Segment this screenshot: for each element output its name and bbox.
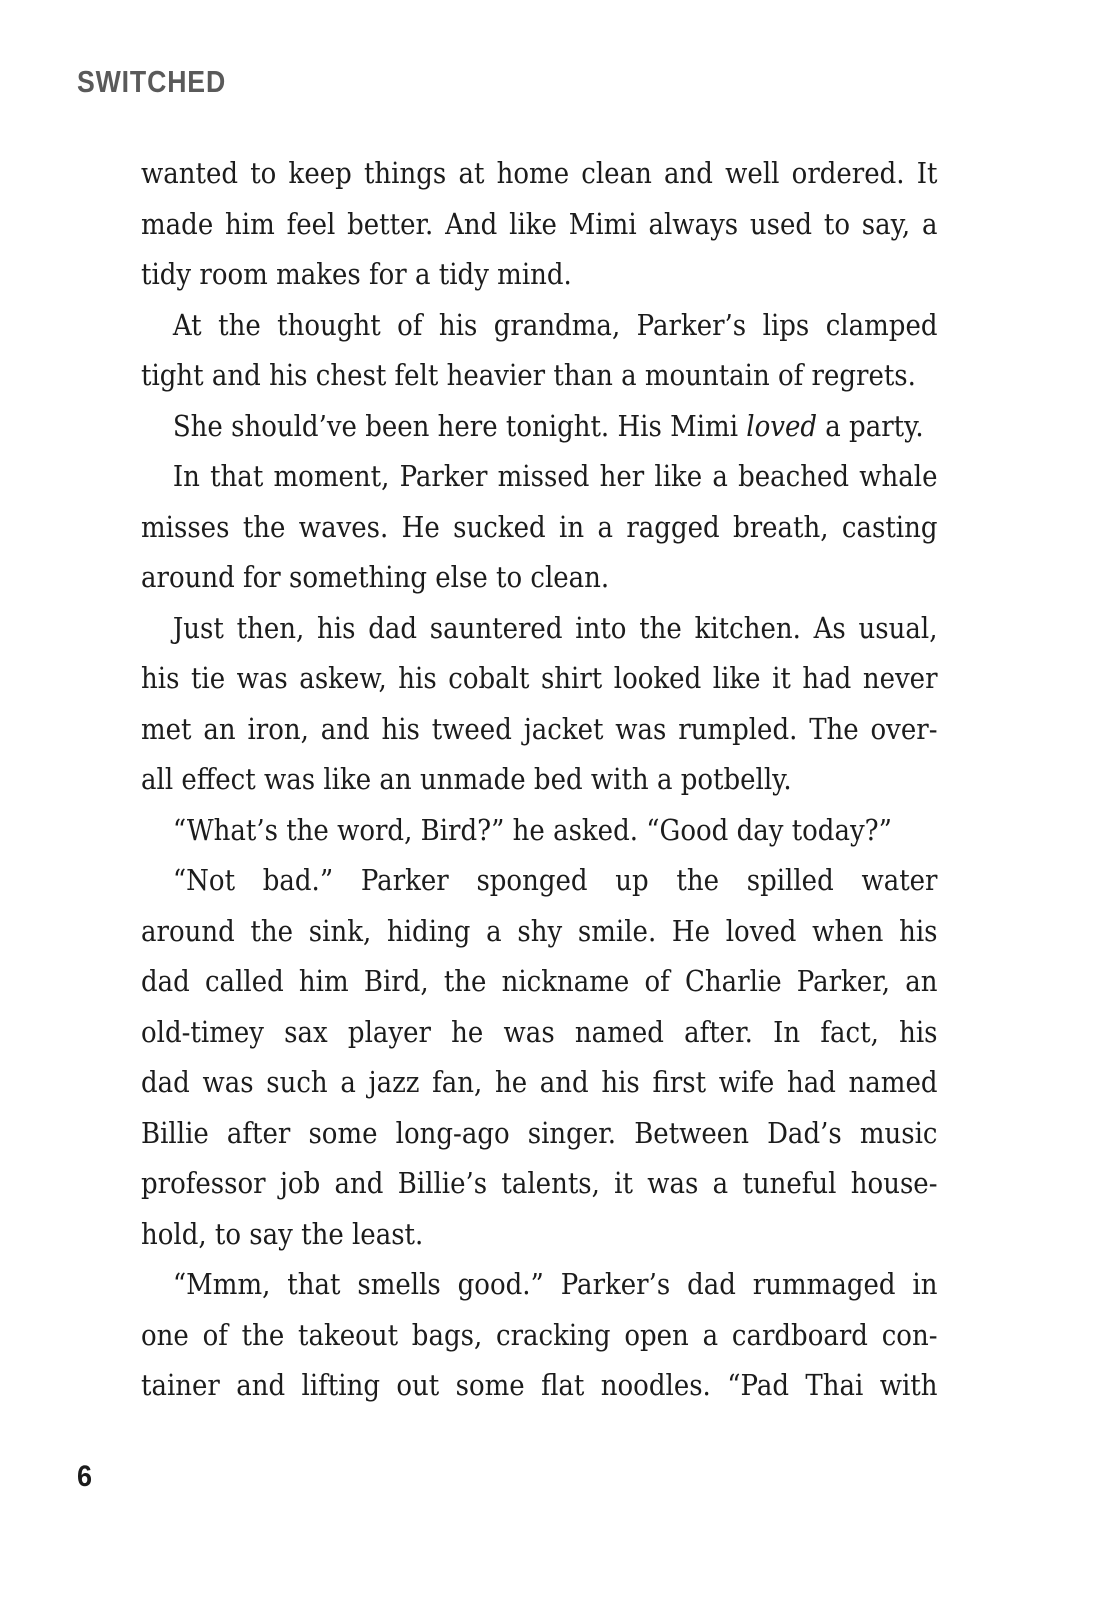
text-line: Billie after some long-ago singer. Between Dad’s music xyxy=(141,1115,938,1150)
text-line: dad was such a jazz fan, he and his first wife had named xyxy=(141,1065,938,1099)
text-line: At the thought of his grandma, Parker’s lips clamped xyxy=(172,307,938,342)
text-line: professor job and Billie’s talents, it was a tuneful house- xyxy=(141,1166,938,1200)
text-line: made him feel better. And like Mimi always used to say, a xyxy=(141,206,938,241)
text-line: “Not bad.” Parker sponged up the spilled water xyxy=(172,863,938,897)
text-line: tidy room makes for a tidy mind. xyxy=(141,257,572,291)
text-line: all effect was like an unmade bed with a potbelly. xyxy=(141,762,792,796)
text-line: misses the waves. He sucked in a ragged breath, casting xyxy=(141,509,938,544)
text-line: “What’s the word, Bird?” he asked. “Good day today?” xyxy=(172,812,892,847)
text-line: tainer and lifting out some flat noodles. “Pad Thai with xyxy=(141,1368,938,1402)
text-line: met an iron, and his tweed jacket was rumpled. The over- xyxy=(141,711,938,746)
text-line: wanted to keep things at home clean and well ordered. It xyxy=(141,156,938,190)
text-line: hold, to say the least. xyxy=(141,1216,424,1251)
text-line: one of the takeout bags, cracking open a cardboard con- xyxy=(141,1317,938,1352)
text-segment: a party. xyxy=(817,408,924,443)
page-body xyxy=(141,148,938,1411)
text-segment: She should’ve been here tonight. His Mimi xyxy=(172,408,747,443)
page-number: 6 xyxy=(77,1460,93,1493)
running-head: SWITCHED xyxy=(77,64,227,99)
emphasis: loved xyxy=(746,408,818,443)
text-line: around for something else to clean. xyxy=(141,560,610,594)
text-line: “Mmm, that smells good.” Parker’s dad rummaged in xyxy=(172,1267,938,1301)
text-line: Just then, his dad sauntered into the kitchen. As usual, xyxy=(172,610,938,645)
text-line: his tie was askew, his cobalt shirt looked like it had never xyxy=(141,661,938,695)
text-line: dad called him Bird, the nickname of Charlie Parker, an xyxy=(141,964,938,998)
text-line: In that moment, Parker missed her like a beached whale xyxy=(172,459,938,493)
text-line: around the sink, hiding a shy smile. He loved when his xyxy=(141,913,938,948)
text-line: old-timey sax player he was named after. In fact, his xyxy=(141,1014,938,1049)
text-line: tight and his chest felt heavier than a mountain of regrets. xyxy=(141,358,916,392)
text-line xyxy=(141,401,938,452)
